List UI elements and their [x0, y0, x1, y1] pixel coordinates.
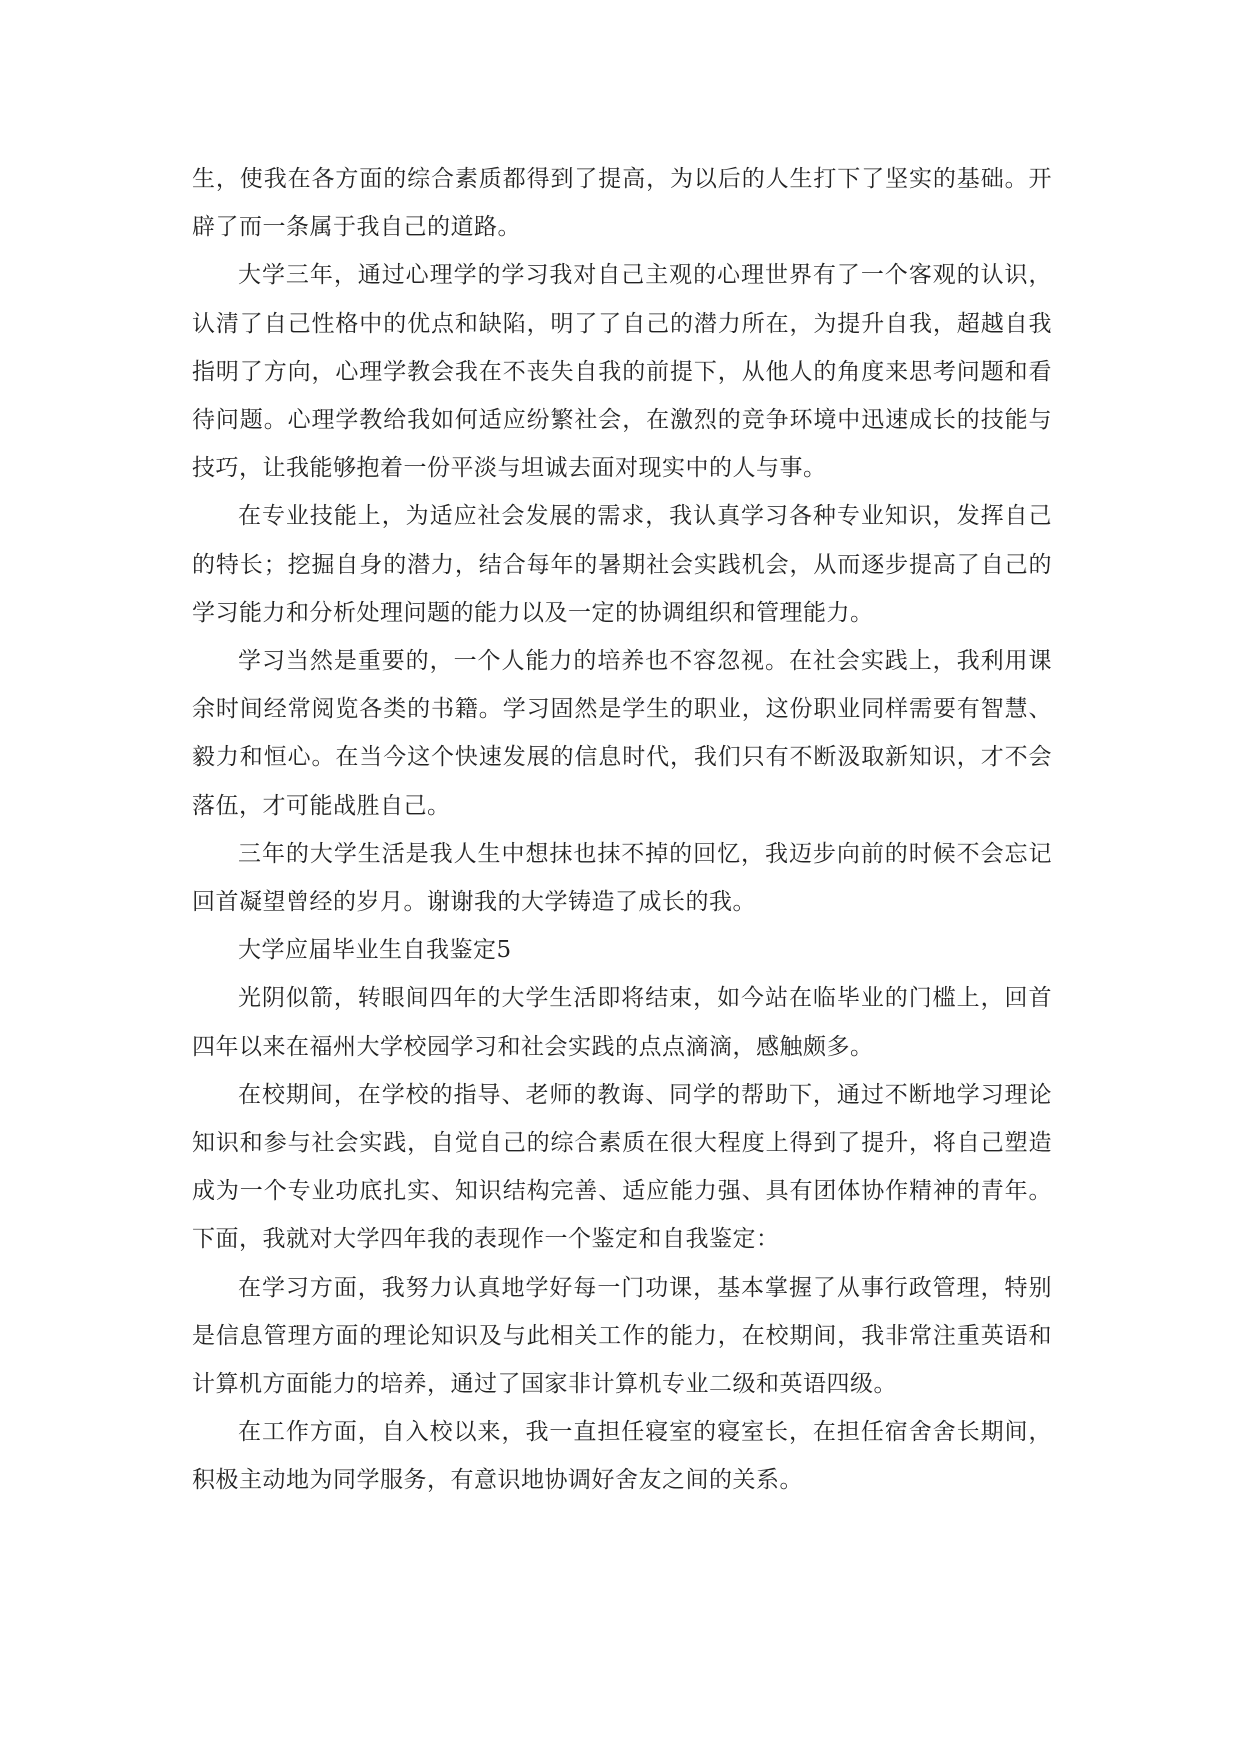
paragraph: 大学三年，通过心理学的学习我对自己主观的心理世界有了一个客观的认识，认清了自己性格中的优点和缺陷，明了了自己的潜力所在，为提升自我，超越自我指明了方向，心理学教会我在不丧失自我的前提下，从他人的角度来思考问题和看待问题。心理学教给我如何适应纷繁社会，在激烈的竞争环境中迅速成长的技能与技巧，让我能够抱着一份平淡与坦诚去面对现实中的人与事。	[192, 262, 1052, 482]
paragraph: 在学习方面，我努力认真地学好每一门功课，基本掌握了从事行政管理，特别是信息管理方面的理论知识及与此相关工作的能力，在校期间，我非常注重英语和计算机方面能力的培养，通过了国家非计算机专业二级和英语四级。	[192, 1274, 1052, 1398]
paragraph-continuation: 生，使我在各方面的综合素质都得到了提高，为以后的人生打下了坚实的基础。开辟了而一条属于我自己的道路。	[192, 166, 1052, 241]
paragraph: 学习当然是重要的，一个人能力的培养也不容忽视。在社会实践上，我利用课余时间经常阅览各类的书籍。学习固然是学生的职业，这份职业同样需要有智慧、毅力和恒心。在当今这个快速发展的信息时代，我们只有不断汲取新知识，才不会落伍，才可能战胜自己。	[192, 648, 1052, 819]
paragraph: 在校期间，在学校的指导、老师的教诲、同学的帮助下，通过不断地学习理论知识和参与社会实践，自觉自己的综合素质在很大程度上得到了提升，将自己塑造成为一个专业功底扎实、知识结构完善、适应能力强、具有团体协作精神的青年。下面，我就对大学四年我的表现作一个鉴定和自我鉴定：	[192, 1081, 1052, 1253]
section-heading: 大学应届毕业生自我鉴定5	[238, 937, 512, 964]
paragraph: 三年的大学生活是我人生中想抹也抹不掉的回忆，我迈步向前的时候不会忘记回首凝望曾经的岁月。谢谢我的大学铸造了成长的我。	[192, 840, 1052, 916]
paragraph: 在工作方面，自入校以来，我一直担任寝室的寝室长，在担任宿舍舍长期间，积极主动地为同学服务，有意识地协调好舍友之间的关系。	[192, 1419, 1052, 1494]
paragraph: 光阴似箭，转眼间四年的大学生活即将结束，如今站在临毕业的门槛上，回首四年以来在福州大学校园学习和社会实践的点点滴滴，感触颇多。	[192, 985, 1052, 1060]
document-body	[192, 155, 1052, 1505]
paragraph: 在专业技能上，为适应社会发展的需求，我认真学习各种专业知识，发挥自己的特长；挖掘自身的潜力，结合每年的暑期社会实践机会，从而逐步提高了自己的学习能力和分析处理问题的能力以及一定的协调组织和管理能力。	[192, 503, 1052, 626]
